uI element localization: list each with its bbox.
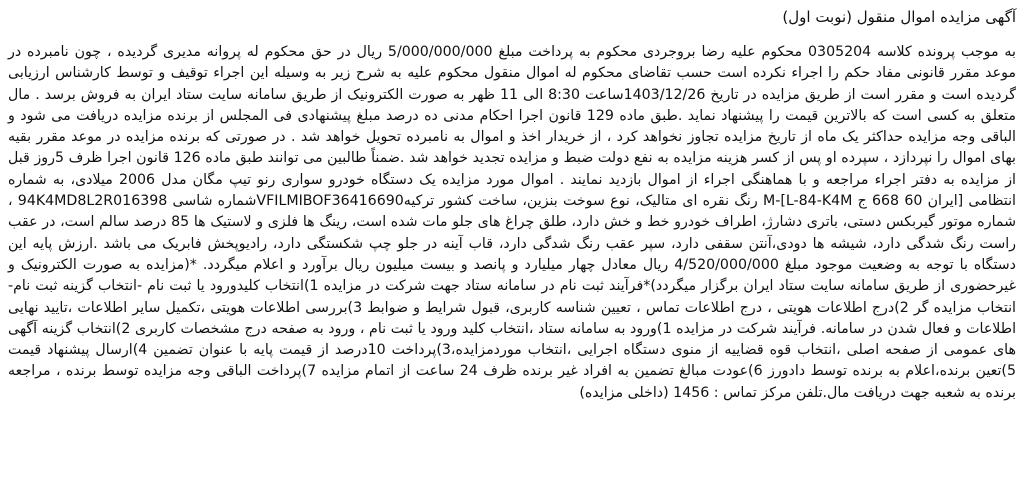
notice-title: آگهی مزایده اموال منقول (نوبت اول) xyxy=(782,8,1016,26)
notice-body: به موجب پرونده کلاسه 0305204 محکوم علیه رضا بروجردی محکوم به پرداخت مبلغ 5/000/000/000 ریال در حق محکوم له پروانه مدیری گردیده ، چون نامبرده در موعد مقرر قانونی مفاد حکم را اجراء نکرده است حسب تقاضای محکوم له اموال منقول محکوم علیه به شرح زیر به وسیله این اجراء توقیف و توسط کارشناس ارزیابی گردیده است و مقرر است از طریق مزایده در تاریخ 1403/12/26ساعت 8:30 الی 11 ظهر به صورت الکترونیک از طریق سامانه سایت ستاد ایران به فروش برسد . مال متعلق به کسی است که بالاترین قیمت را پیشنهاد نماید .طبق ماده 129 قانون اجرا احکام مدنی ده درصد مبلغ پیشنهادی فی المجلس از برنده مزایده دریافت می شود و الباقی وجه مزایده حداکثر یک ماه از تاریخ مزایده تجاوز نخواهد کرد ، از خریدار اخذ و اموال به نامبرده تحویل خواهد شد . در صورتی که برنده مزایده در موعد مقرر بقیه بهای اموال را نپردازد ، سپرده او پس از کسر هزینه مزایده به نفع دولت ضبط و مزایده تجدید خواهد شد .ضمناً طالبین می توانند طبق ماده 126 قانون اجرا ظرف 5روز قبل از مزایده به دفتر اجراء مراجعه و با هماهنگی اجراء از اموال بازدید نمایند . اموال مورد مزایده یک دستگاه خودرو سواری رنو تیپ مگان مدل 2006 میلادی، به شماره انتظامی [ایران 60 668 ج L-84-K4M]-M رنگ نقره ای متالیک، نوع سوخت بنزین، ساخت کشور ترکیهVFILMIBOF36416690شماره شاسی 94K4MD8L2R016398 ، شماره موتور گیربکس دستی، باتری دشارژ، اطراف خودرو خط و خش دارد، طلق چراغ های جلو مات شده است، رینگ ها فلزی و لاستیک ها 85 درصد سالم است، در عقب راست رنگ شدگی دارد، شیشه ها دودی،آنتن سقفی دارد، سپر عقب رنگ شدگی دارد، قاب آینه در جلو چپ شکستگی دارد، رادیوپخش فابریک می باشد .ارزش پایه این دستگاه با توجه به وضعیت موجود مبلغ 4/520/000/000 ریال معادل چهار میلیارد و پانصد و بیست میلیون ریال برآورد و اعلام میگردد. *(مزایده به صورت الکترونیک و غیرحضوری از طریق سامانه سایت ستاد ایران برگزار میگردد)*فرآیند ثبت نام در سامانه ستاد جهت شرکت در مزایده 1)انتخاب کلیدورود یا ثبت نام -انتخاب گزینه ثبت نام-انتخاب مزایده گر 2)درج اطلاعات هویتی ، درج اطلاعات تماس ، تعیین شناسه کاربری، قبول شرایط و ضوابط 3)بررسی اطلاعات هویتی ،تکمیل سایر اطلاعات ،تایید نهایی اطلاعات و فعال شدن در سامانه. فرآیند شرکت در مزایده 1)ورود به سامانه ستاد ،انتخاب کلید ورود یا ثبت نام ، ورود به صفحه درج مشخصات کاربری 2)انتخاب گزینه آگهی های عمومی از صفحه اصلی ،انتخاب قوه قضاییه از منوی دستگاه اجرایی ،انتخاب موردمزایده،3)پرداخت 10درصد از قیمت پایه با عنوان تضمین 4)ارسال پیشنهاد قیمت 5)تعین برنده،اعلام به برنده توسط دادورز 6)عودت مبالغ تضمین به افراد غیر برنده ظرف 24 ساعت از اتمام مزایده 7)پرداخت الباقی وجه مزایده توسط برنده ، مراجعه برنده به شعبه جهت دریافت مال.تلفن مرکز تماس : 1456 (داخلی مزایده) xyxy=(8,44,1017,401)
